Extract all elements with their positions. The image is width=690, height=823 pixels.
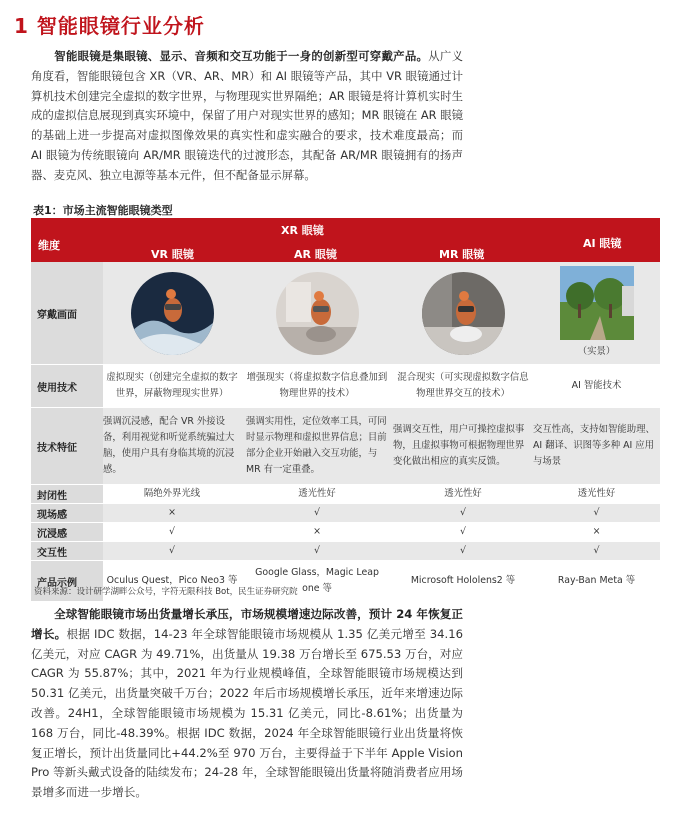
- header-mr: MR 眼镜: [439, 248, 485, 261]
- product-ai: Ray-Ban Meta 等: [557, 575, 636, 586]
- market-body: 根据 IDC 数据，14-23 年全球智能眼镜市场规模从 1.35 亿美元增至 34.16 亿美元，对应 CAGR 为 49.71%，出货量从 19.38 万台增长至 675.53 万台，对应 CAGR 为 55.87%；其中，2021 年为行业规模峰值，全球智能眼镜市场规模达到 50.31 亿美元，出货量突破千万台；2022 年后市场规模增长承压，近年来增速边际改善。24H1，全球智能眼镜市场规模为 15.31 亿美元，同比-8.61%；出货量为 168 万台，同比-48.39%。根据 IDC 数据，2024 年全球智能眼镜行业出货量将恢复正增长，预计出货量同比+44.2%至 970 万台，主要得益于下半年 Apple Vision Pro 等新头戴式设备的陆续发布；24-28 年，全球智能眼镜出货量将随消费者应用场景增多而进一步增长。: [31, 626, 463, 800]
- row-closure: [31, 485, 660, 504]
- market-paragraph: [31, 605, 463, 803]
- intro-body: 从广义角度看，智能眼镜包含 XR（VR、AR、MR）和 AI 眼镜等产品，其中 VR 眼镜通过计算机技术创建完全虚拟的数字世界，与物理现实世界隔绝；AR 眼镜是将计算机实时生成的虚拟信息展现到真实环境中，保留了用户对现实世界的感知；MR 眼镜在 AR 眼镜的基础上进一步提高对虚拟图像效果的真实性和虚实融合的要求，技术难度最高；而 AI 眼镜为传统眼镜向 AR/MR 眼镜迭代的过渡形态，其配备 AR/MR 眼镜拥有的扬声器、麦克风、独立电源等基本元件，但不配备显示屏幕。: [31, 49, 463, 182]
- header-ar: AR 眼镜: [294, 248, 337, 261]
- vr-wearing-image: [131, 272, 214, 355]
- row-label: 使用技术: [31, 365, 103, 407]
- immersion-ar: ×: [313, 526, 321, 537]
- header-vr: VR 眼镜: [151, 248, 194, 261]
- feature-mr: 强调交互性，用户可操控虚拟事物，且虚拟事物可根据物理世界变化做出相应的真实反馈。: [393, 424, 525, 467]
- interaction-mr: √: [460, 545, 466, 556]
- intro-lead: 智能眼镜是集眼镜、显示、音频和交互功能于一身的创新型可穿戴产品。: [54, 49, 429, 63]
- interaction-vr: √: [169, 545, 175, 556]
- immersion-mr: √: [460, 526, 466, 537]
- intro-paragraph: [31, 47, 463, 186]
- mr-wearing-image: [422, 272, 505, 355]
- closure-mr: 透光性好: [444, 488, 482, 499]
- header-dimension: 维度: [38, 239, 60, 252]
- header-xr-group: XR 眼镜: [281, 224, 324, 237]
- row-label: 技术特征: [31, 408, 103, 484]
- presence-ai: √: [593, 507, 600, 518]
- market-lead: 全球智能眼镜市场出货量增长承压，市场规模增速边际改善，预计 24 年恢复正增长。: [31, 607, 463, 641]
- presence-ar: √: [314, 507, 320, 518]
- row-label: 产品示例: [31, 561, 103, 601]
- product-vr: Oculus Quest，Pico Neo3 等: [106, 575, 238, 586]
- interaction-ar: √: [314, 545, 320, 556]
- feature-vr: 强调沉浸感，配合 VR 外接设备，利用视觉和听觉系统骗过大脑，使用户具有身临其境的沉浸感。: [103, 416, 235, 475]
- row-label: 封闭性: [31, 485, 103, 503]
- feature-ai: 交互性高，支持如智能助理、AI 翻译、识图等多种 AI 应用与场景: [533, 424, 655, 467]
- header-ai: AI 眼镜: [583, 237, 622, 250]
- immersion-ai: ×: [592, 526, 601, 537]
- presence-mr: √: [460, 507, 466, 518]
- row-presence: [31, 504, 660, 523]
- ai-scene-image: [560, 266, 634, 340]
- feature-ar: 强调实用性，定位效率工具，可同时显示物理和虚拟世界信息；目前部分企业开始融入交互功能，与 MR 有一定重叠。: [246, 416, 387, 475]
- row-label: 穿戴画面: [31, 262, 103, 364]
- section-title: 1 智能眼镜行业分析: [14, 14, 205, 38]
- tech-vr: 虚拟现实（创建完全虚拟的数字世界，屏蔽物理现实世界）: [106, 372, 238, 399]
- tech-mr: 混合现实（可实现虚拟数字信息物理世界交互的技术）: [397, 372, 529, 399]
- row-interaction: [31, 542, 660, 561]
- presence-vr: ×: [168, 507, 176, 518]
- interaction-ai: √: [593, 545, 600, 556]
- closure-ai: 透光性好: [577, 488, 616, 499]
- table-caption: 表1：市场主流智能眼镜类型: [33, 204, 173, 217]
- table-header: [31, 218, 660, 262]
- table-source: 资料来源：设计研学湖畔公众号，字符无限科技 Bot，民生证券研究院: [34, 587, 298, 597]
- closure-ar: 透光性好: [298, 488, 336, 499]
- ai-image-caption: （实景）: [577, 346, 616, 357]
- glasses-type-table: [31, 218, 660, 602]
- row-features: [31, 408, 660, 485]
- product-mr: Microsoft Hololens2 等: [410, 575, 516, 586]
- product-ar: Google Glass，Magic Leap one 等: [255, 567, 379, 594]
- tech-ai: AI 智能技术: [571, 380, 622, 391]
- tech-ar: 增强现实（将虚拟数字信息叠加到物理世界的技术）: [246, 372, 388, 399]
- row-immersion: [31, 523, 660, 542]
- row-label: 现场感: [31, 504, 103, 522]
- ar-wearing-image: [276, 272, 359, 355]
- row-images: [31, 262, 660, 365]
- row-label: 沉浸感: [31, 523, 103, 541]
- closure-vr: 隔绝外界光线: [143, 488, 201, 499]
- immersion-vr: √: [169, 526, 175, 537]
- row-label: 交互性: [31, 542, 103, 560]
- row-tech: [31, 365, 660, 408]
